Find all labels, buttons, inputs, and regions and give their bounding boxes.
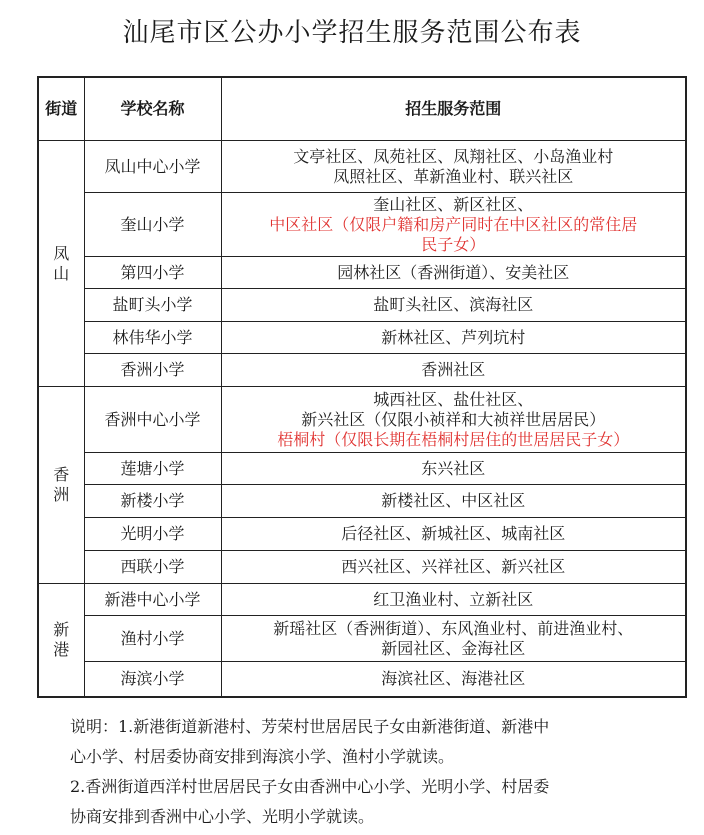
scope-line: 新瑶社区（香洲街道）、东风渔业村、前进渔业村、 <box>273 618 634 638</box>
district-cell <box>38 584 84 697</box>
note-line: 协商安排到香洲中心小学、光明小学就读。 <box>70 807 375 826</box>
district-cell <box>38 387 84 584</box>
table-row <box>38 584 686 616</box>
service-scope <box>221 322 686 354</box>
service-scope <box>221 387 686 453</box>
service-scope <box>221 518 686 551</box>
school-name: 香洲中心小学 <box>84 387 221 453</box>
scope-line: 民子女） <box>421 234 486 254</box>
school-name: 奎山小学 <box>84 193 221 257</box>
table-row <box>38 387 686 453</box>
service-scope <box>221 485 686 518</box>
table-row <box>38 485 686 518</box>
scope-line: 新兴社区（仅限小祯祥和大祯祥世居居民） <box>301 409 606 429</box>
scope-line: 西兴社区、兴祥社区、新兴社区 <box>341 557 566 576</box>
note-line: 2.香洲街道西洋村世居居民子女由香洲中心小学、光明小学、村居委 <box>70 777 550 796</box>
service-scope <box>221 354 686 387</box>
scope-line: 新园社区、金海社区 <box>381 638 526 658</box>
table-row <box>38 289 686 322</box>
note-line: 心小学、村居委协商安排到海滨小学、渔村小学就读。 <box>70 747 455 766</box>
service-scope <box>221 616 686 662</box>
school-name: 西联小学 <box>84 551 221 584</box>
scope-line: 文亭社区、凤苑社区、凤翔社区、小岛渔业村 <box>293 146 614 166</box>
service-scope <box>221 584 686 616</box>
note-line: 说明：1.新港街道新港村、芳荣村世居居民子女由新港街道、新港中 <box>70 717 550 736</box>
service-scope <box>221 141 686 193</box>
school-name: 光明小学 <box>84 518 221 551</box>
table-row <box>38 616 686 662</box>
table-body <box>38 141 686 697</box>
table-row <box>38 322 686 354</box>
school-name: 香洲小学 <box>84 354 221 387</box>
table-row <box>38 551 686 584</box>
scope-line: 凤照社区、革新渔业村、联兴社区 <box>333 166 574 186</box>
scope-line: 中区社区（仅限户籍和房产同时在中区社区的常住居 <box>269 214 638 234</box>
page-title: 汕尾市区公办小学招生服务范围公布表 <box>122 18 582 48</box>
table-row <box>38 257 686 289</box>
service-scope <box>221 453 686 485</box>
school-name: 新港中心小学 <box>84 584 221 616</box>
school-name: 盐町头小学 <box>84 289 221 322</box>
scope-line: 新楼社区、中区社区 <box>381 491 526 510</box>
scope-line: 东兴社区 <box>421 458 486 478</box>
header-school: 学校名称 <box>84 77 221 141</box>
school-name: 新楼小学 <box>84 485 221 518</box>
header-scope: 招生服务范围 <box>221 77 686 141</box>
school-name: 凤山中心小学 <box>84 141 221 193</box>
school-name: 莲塘小学 <box>84 453 221 485</box>
district-name: 新港 <box>53 619 70 659</box>
table-row <box>38 141 686 193</box>
notes <box>70 712 650 832</box>
district-name: 凤山 <box>53 243 70 283</box>
service-scope <box>221 551 686 584</box>
scope-line: 奎山社区、新区社区、 <box>373 194 534 214</box>
district-cell <box>38 141 84 387</box>
school-name: 第四小学 <box>84 257 221 289</box>
scope-line: 园林社区（香洲街道）、安美社区 <box>337 262 570 282</box>
scope-line: 盐町头社区、滨海社区 <box>373 295 534 314</box>
service-scope <box>221 257 686 289</box>
table-row <box>38 453 686 485</box>
school-name: 渔村小学 <box>84 616 221 662</box>
table-row <box>38 354 686 387</box>
school-name: 海滨小学 <box>84 662 221 697</box>
school-name: 林伟华小学 <box>84 322 221 354</box>
table-row <box>38 518 686 551</box>
scope-line: 城西社区、盐仕社区、 <box>373 389 534 409</box>
service-scope <box>221 289 686 322</box>
table-row <box>38 662 686 697</box>
scope-line: 后径社区、新城社区、城南社区 <box>341 524 566 543</box>
scope-line: 红卫渔业村、立新社区 <box>373 589 534 609</box>
table-row <box>38 193 686 257</box>
service-scope <box>221 662 686 697</box>
header-district: 街道 <box>38 77 84 141</box>
scope-line: 海滨社区、海港社区 <box>381 668 526 688</box>
enrollment-table <box>37 76 687 698</box>
service-scope <box>221 193 686 257</box>
scope-line: 香洲社区 <box>421 360 486 379</box>
district-name: 香洲 <box>53 465 70 504</box>
scope-line: 梧桐村（仅限长期在梧桐村居住的世居居民子女） <box>277 429 630 449</box>
scope-line: 新林社区、芦列坑村 <box>381 327 526 347</box>
table-header-row <box>38 77 686 141</box>
